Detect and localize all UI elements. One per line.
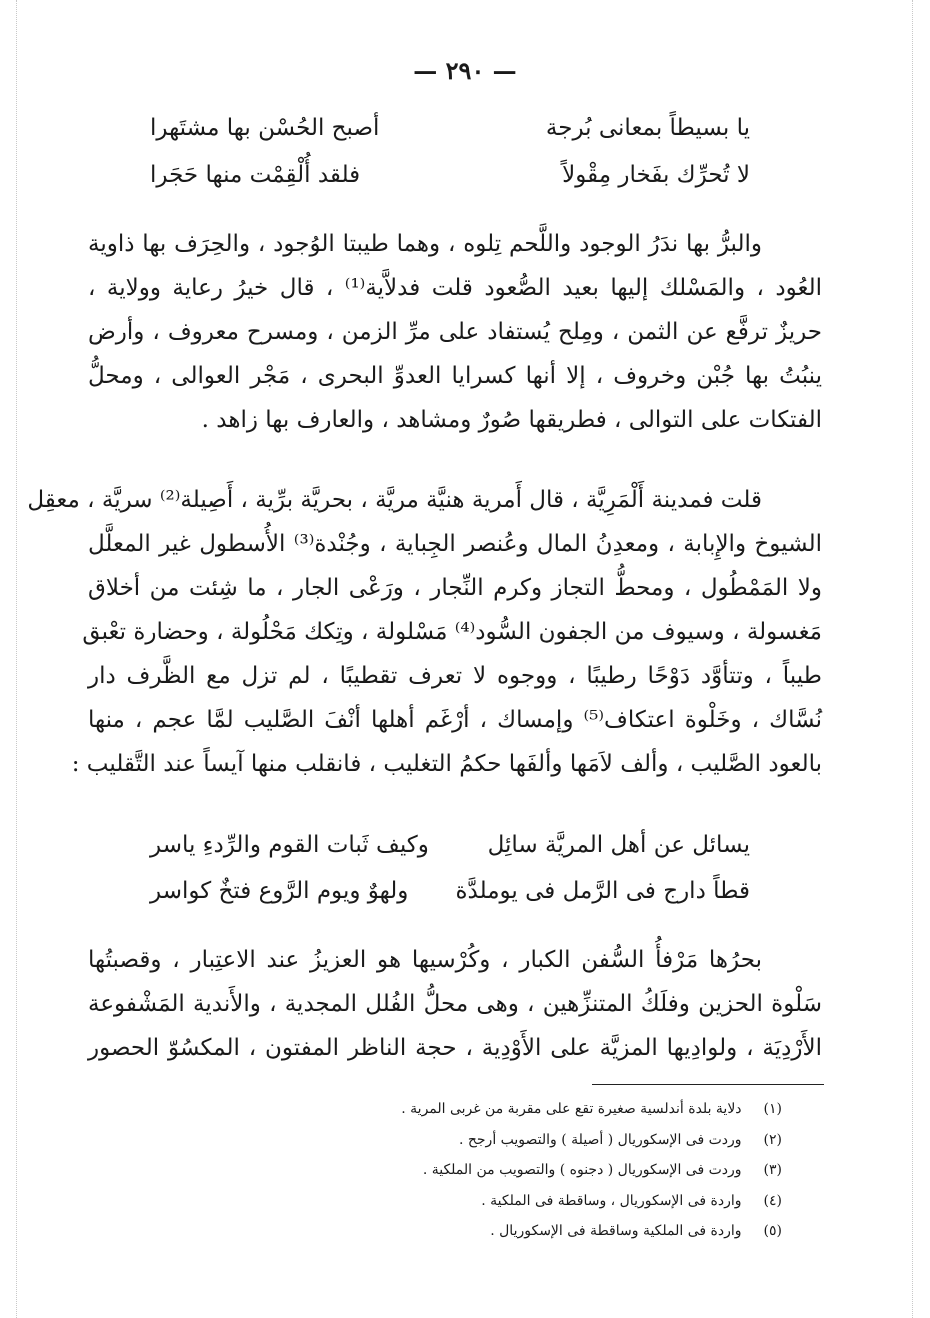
footnote-text: وردت فى الإسكوريال ( دجنوه ) والتصويب من الملكية . [422,1162,742,1178]
footnote-text: واردة فى الإسكوريال ، وساقطة فى الملكية . [481,1192,742,1209]
verse-line [150,162,750,206]
text-line: الفتكات على التوالى ، فطريقها صُورٌ ومشاهد ، والعارف بها زاهد . [201,407,822,433]
text-line: نُسَّاك ، وخَلْوة اعتكاف⁽⁵⁾ وإمساك ، أرْغَم أهلها أنْفَ الصَّليب لمَّا عجم ، منها [88,707,822,733]
verse-second-hemistich: ولهوٌ ويوم الرَّوع فتخٌ كواسر [150,878,409,904]
footnote [300,1155,782,1186]
footnote [300,1216,782,1247]
footnote [300,1186,782,1217]
verse-second-hemistich: فلقد أُلْقِمْت منها حَجَرا [150,162,361,188]
text-line: طيباً ، وتتأوَّد دَوْحًا رطيبًا ، ووجوه لا تعرف تقطيبًا ، لم تزل مع الظَّرف دار [88,663,822,689]
verse-first-hemistich: قطاً دارج فى الرَّمل فى يوملدَّة [455,878,750,904]
verse-first-hemistich: لا تُحرِّك بفَخار مِقْولاً [562,162,750,188]
footnote-text: واردة فى الملكية وساقطة فى الإسكوريال . [490,1223,742,1239]
footnote-number: (٢) [763,1131,782,1148]
paragraph [88,222,822,442]
page-number: — ٢٩٠ — [413,56,517,85]
footnote [300,1094,782,1125]
text-line: بالعود الصَّليب ، وألف لاَمَها وألفَها حكمُ التغليب ، فانقلب منها آيساً عند التَّقليب : [71,751,822,777]
text-line: ينبُتُ بها جُبْن وخروف ، إلا أنها كسرايا العدوِّ البحرى ، مَجْر العوالى ، ومحلُّ [88,363,822,389]
scan-edge-right [912,0,913,1318]
scan-edge-left [16,0,17,1318]
text-line: العُود ، والمَسْلك إليها بعيد الصُّعود قلت فدلاَّية⁽¹⁾ ، قال خيرُ رعاية وولاية ، [88,275,822,301]
footnote-text: دلاية بلدة أندلسية صغيرة تقع على مقربة من غربى المرية . [401,1101,742,1117]
text-line: والبرُّ بها ندَرُ الوجود واللَّحم تِلوه ، وهما طيبتا الوُجود ، والحِرَف بها ذاوية [88,231,762,257]
text-line: سَلْوة الحزين وفلَكُ المتنزِّهين ، وهى محلُّ الفُلل المجدية ، والأَندية المَشْفوعة [88,991,822,1017]
footnote-number: (٥) [763,1223,782,1239]
text-line: ولا المَمْطُول ، ومحطُّ التجاز وكرم النِّجار ، ورَعْى الجار ، ما شِئت من أخلاق [88,575,822,601]
verse-line [150,115,750,159]
paragraph [88,938,822,1070]
verse-first-hemistich: يا بسيطاً بمعانى بُرجة [545,115,750,141]
verse-line [150,832,750,876]
footnote-number: (٣) [763,1162,782,1178]
verse-second-hemistich: أصبح الحُسْن بها مشتَهرا [150,115,380,141]
text-line: مَغسولة ، وسيوف من الجفون السُّود⁽⁴⁾ مَسْلولة ، وتِكك مَحْلُولة ، وحضارة تعْبق [82,619,822,645]
text-line: بحرُها مَرْفأُ السُّفن الكبار ، وكُرْسيها هو العزيزُ عند الاعتِبار ، وقصبتُها [88,947,762,973]
paragraph [27,478,822,786]
footnote-text: وردت فى الإسكوريال ( أصيلة ) والتصويب أرجح . [458,1131,742,1148]
footnotes [300,1094,782,1247]
text-line: الشيوخ والإِبابة ، ومعدِنُ المال وعُنصر الجِباية ، وجُنْدة⁽³⁾ الأُسطول غير المعلَّل [88,531,822,557]
verse-second-hemistich: وكيف ثَبات القوم والرِّدءِ ياسر [150,832,429,858]
footnote-separator [592,1084,824,1085]
footnote-number: (٤) [763,1192,782,1209]
text-line: الأَرْدِيَة ، ولوادِيها المزيَّة على الأَوْدِية ، حجة الناظر المفتون ، المكسُوّ الحصور [88,1035,822,1061]
text-line: حريزٌ ترفَّع عن الثمن ، ومِلح يُستفاد على مرِّ الزمن ، ومسرح معروف ، وأرض [88,319,822,345]
text-line: قلت فمدينة أَلْمَرِيَّة ، قال أَمرية هنيَّة مريَّة ، بحريَّة برِّية ، أَصِيلة⁽²⁾ سريَّة ، معقِل [27,487,762,513]
verse-first-hemistich: يسائل عن أهل المريَّة سائِل [487,832,750,858]
verse-line [150,878,750,922]
footnote-number: (١) [763,1101,782,1117]
footnote [300,1125,782,1156]
